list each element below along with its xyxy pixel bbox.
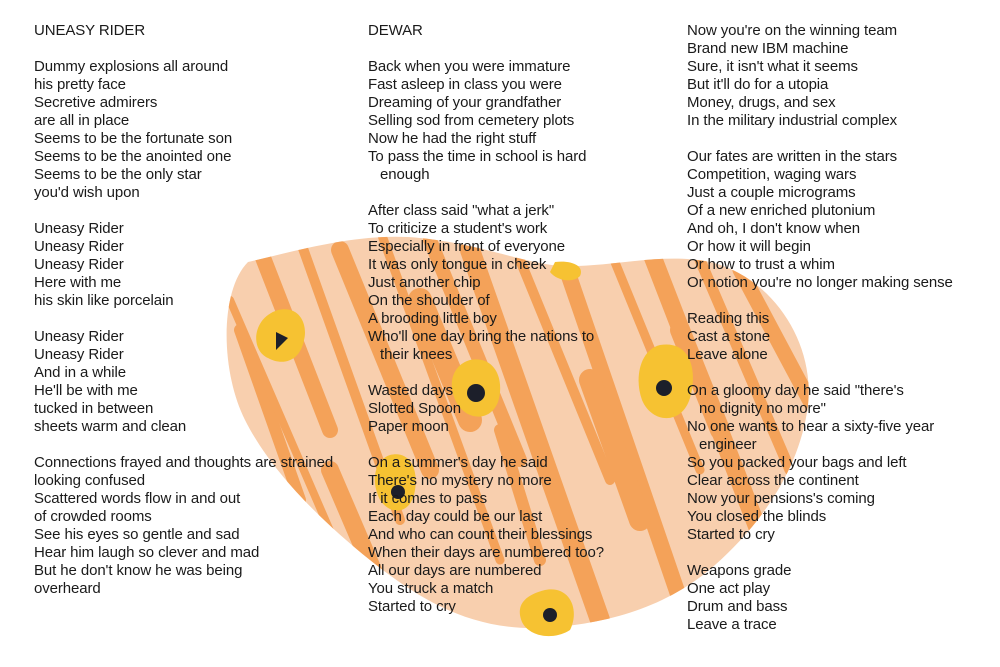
poem-line: When their days are numbered too? [368, 544, 605, 561]
poem-line: Seems to be the only star [34, 166, 202, 183]
poem-line: Selling sod from cemetery plots [368, 112, 575, 129]
poem-line: Competition, waging wars [687, 166, 857, 183]
stanza [368, 202, 668, 364]
stanza [368, 454, 668, 616]
poem-dewar [368, 22, 668, 634]
poem-line: Hear him laugh so clever and mad [34, 544, 260, 561]
poem-line: Drum and bass [687, 598, 788, 615]
poem-line: Seems to be the anointed one [34, 148, 232, 165]
poem-line: are all in place [34, 112, 130, 129]
poem-line: Especially in front of everyone [368, 238, 566, 255]
poem-line: Secretive admirers [34, 94, 158, 111]
poem-line: Scattered words flow in and out [34, 490, 241, 507]
poem-line: On the shoulder of [368, 292, 490, 309]
poem-line: And who can count their blessings [368, 526, 593, 543]
poem-line: sheets warm and clean [34, 418, 187, 435]
stanza [687, 22, 987, 130]
poem-line: On a summer's day he said [368, 454, 548, 471]
poem-line: Or notion you're no longer making sense [687, 274, 953, 291]
stanza [368, 382, 668, 436]
stanza [687, 310, 987, 364]
poem-line: Clear across the continent [687, 472, 859, 489]
poem-line: Now your pensions's coming [687, 490, 875, 507]
poem-line: Uneasy Rider [34, 256, 124, 273]
poem-line: Or how to trust a whim [687, 256, 835, 273]
poem-line: See his eyes so gentle and sad [34, 526, 240, 543]
poem-line: A brooding little boy [368, 310, 497, 327]
poem-line: Just a couple micrograms [687, 184, 856, 201]
poem-line: tucked in between [34, 400, 154, 417]
poem-line: Now he had the right stuff [368, 130, 537, 147]
poem-line: no dignity no more" [699, 400, 826, 417]
poem-line: Reading this [687, 310, 770, 327]
poem-line: Connections frayed and thoughts are strained [34, 454, 334, 471]
poem-line: On a gloomy day he said "there's [687, 382, 904, 399]
poem-line: Slotted Spoon [368, 400, 461, 417]
stanza [687, 382, 987, 544]
poem-line: of crowded rooms [34, 508, 152, 525]
poem-line: Wasted days [368, 382, 454, 399]
poem-line: But he don't know he was being [34, 562, 243, 579]
poem-line: Back when you were immature [368, 58, 571, 75]
poem-line: All our days are numbered [368, 562, 542, 579]
poem-line: you'd wish upon [34, 184, 140, 201]
poem-line: After class said "what a jerk" [368, 202, 555, 219]
poem-line: Leave a trace [687, 616, 777, 633]
poem-line: Started to cry [368, 598, 456, 615]
stanza [368, 58, 668, 184]
poem-line: Uneasy Rider [34, 328, 124, 345]
poem-line: You struck a match [368, 580, 494, 597]
poem-line: looking confused [34, 472, 145, 489]
poem-line: But it'll do for a utopia [687, 76, 829, 93]
poem-line: Paper moon [368, 418, 449, 435]
poem-line: Sure, it isn't what it seems [687, 58, 858, 75]
poem-line: There's no mystery no more [368, 472, 552, 489]
poem-line: Dummy explosions all around [34, 58, 229, 75]
poem-title: UNEASY RIDER [34, 22, 146, 39]
poem-line: To pass the time in school is hard [368, 148, 587, 165]
poem-line: If it comes to pass [368, 490, 487, 507]
poem-line: Uneasy Rider [34, 238, 124, 255]
poem-title: DEWAR [368, 22, 423, 39]
poem-uneasy-rider [34, 22, 354, 616]
poem-line: Each day could be our last [368, 508, 543, 525]
poem-line: Who'll one day bring the nations to [368, 328, 595, 345]
poem-line: his pretty face [34, 76, 126, 93]
poem-line: enough [380, 166, 430, 183]
poem-line: his skin like porcelain [34, 292, 174, 309]
poem-line: One act play [687, 580, 771, 597]
poem-line: engineer [699, 436, 757, 453]
poem-line: Uneasy Rider [34, 346, 124, 363]
poem-line: Our fates are written in the stars [687, 148, 898, 165]
poem-line: Or how it will begin [687, 238, 811, 255]
poem-line: Of a new enriched plutonium [687, 202, 876, 219]
poem-line: No one wants to hear a sixty-five year [687, 418, 935, 435]
poem-line: overheard [34, 580, 101, 597]
poem-dewar-continued [687, 22, 987, 652]
poem-line: Here with me [34, 274, 122, 291]
poem-line: Fast asleep in class you were [368, 76, 562, 93]
stanza [34, 454, 354, 598]
poem-line: Brand new IBM machine [687, 40, 849, 57]
stanza [34, 328, 354, 436]
stanza [687, 148, 987, 292]
stanza [34, 220, 354, 310]
poem-line: their knees [380, 346, 453, 363]
poem-line: Started to cry [687, 526, 775, 543]
stanza [687, 562, 987, 634]
poem-line: He'll be with me [34, 382, 138, 399]
poem-line: So you packed your bags and left [687, 454, 907, 471]
poem-line: Now you're on the winning team [687, 22, 897, 39]
poem-line: Just another chip [368, 274, 481, 291]
poem-line: Money, drugs, and sex [687, 94, 836, 111]
poem-line: Cast a stone [687, 328, 771, 345]
poem-line: To criticize a student's work [368, 220, 548, 237]
poem-line: Uneasy Rider [34, 220, 124, 237]
poem-line: Leave alone [687, 346, 768, 363]
poem-line: In the military industrial complex [687, 112, 898, 129]
poem-line: And in a while [34, 364, 126, 381]
stanza [34, 58, 354, 202]
poem-line: And oh, I don't know when [687, 220, 860, 237]
poem-line: Seems to be the fortunate son [34, 130, 233, 147]
poem-line: It was only tongue in cheek [368, 256, 547, 273]
poem-line: Dreaming of your grandfather [368, 94, 562, 111]
poem-line: Weapons grade [687, 562, 792, 579]
poem-line: You closed the blinds [687, 508, 827, 525]
